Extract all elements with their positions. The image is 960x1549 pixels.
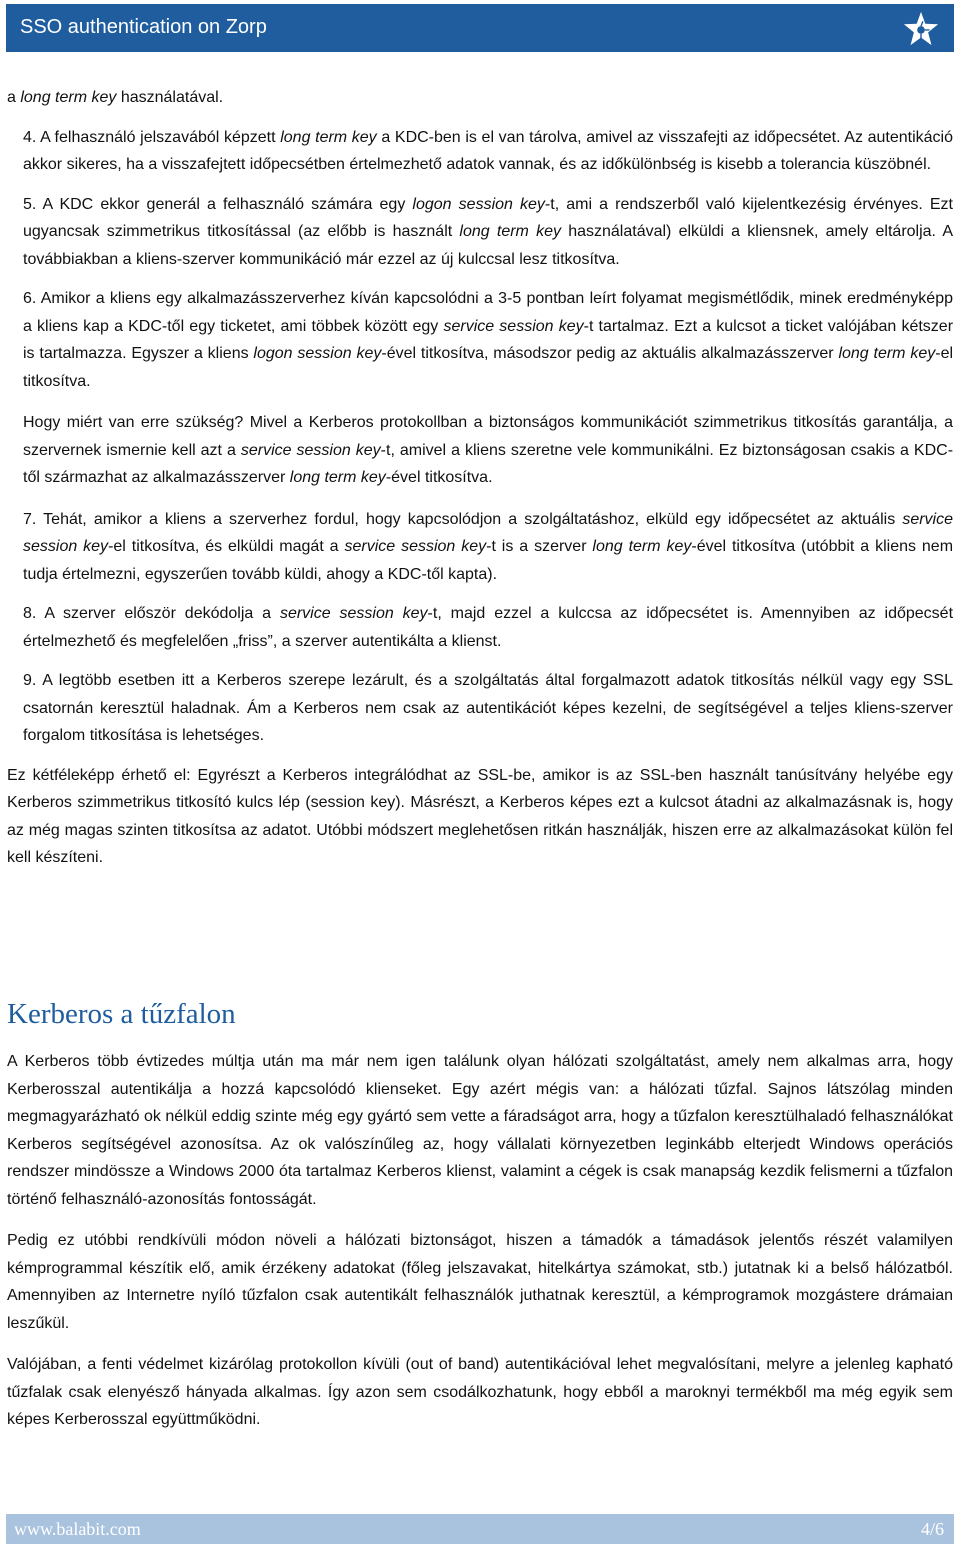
page-footer [6,1514,954,1544]
list-item-5: 5. A KDC ekkor generál a felhasználó számára egy logon session key-t, ami a rendszerből való kijelentkezésig érvényes. Ezt ugyancsak szimmetrikus titkosítással (az előbb is használt long term key használatával) elküldi a kliensnek, amely eltárolja. A továbbiakban a kliens-szerver kommunikáció már ezzel az új kulccsal lesz titkosítva. [23,195,954,268]
italic-term: long term key [459,223,561,240]
list-item-4: 4. A felhasználó jelszavából képzett long term key a KDC-ben is el van tárolva, amivel az visszafejti az időpecsétet. Az autentikáció akkor sikeres, ha a visszafejtett időpecsétben értelmezhető adatok vannak, és az időkülönbség is kisebb a tolerancia küszöbnél. [23,128,954,173]
list-item-6: 6. Amikor a kliens egy alkalmazásszerverhez kíván kapcsolódni a 3-5 pontban leírt folyamat megismétlődik, minek eredményképp a kliens kap a KDC-től egy ticketet, ami többek között egy service session key-t tartalmaz. Ezt a kulcsot a ticket valójában kétszer is tartalmazza. Egyszer a kliens logon session key-ével titkosítva, másodszor pedig az aktuális alkalmazásszerver long term key-el titkosítva. [23,290,954,390]
article-body [7,84,953,872]
italic-term: service session key [279,605,428,622]
italic-term: logon session key [253,345,382,362]
italic-term: long term key [289,469,386,486]
paragraph: Valójában, a fenti védelmet kizárólag protokollon kívüli (out of band) autentikációval lehet megvalósítani, melyre a jelenleg kapható tűzfalak csak elenyésző hányada alkalmas. Így azon sem csodálkozhatunk, hogy ebből a maroknyi termékből ma még egyik sem képes Kerberosszal együttműködni. [7,1356,953,1428]
italic-term: long term key [838,345,936,362]
list-item-9: 9. A legtöbb esetben itt a Kerberos szerepe lezárult, és a szolgáltatás által forgalmazott adatok titkosítás nélkül vagy egy SSL csatornán keresztül haladnak. Ám a Kerberos nem csak az autentikációt képes kezelni, de segítségével a teljes kliens-szerver forgalom titkosítása is lehetséges. [23,672,953,744]
header-title: SSO authentication on Zorp [20,16,267,38]
italic-term: logon session key [412,195,545,213]
paragraph: Hogy miért van erre szükség? Mivel a Kerberos protokollban a biztonságos kommunikációt szimmetrikus titkosítás garantálja, a szervernek ismernie kell azt a service session key-t, amivel a kliens szeretne vele kommunikálni. Ez biztonságosan csakis a KDC-től származhat az alkalmazásszerver long term key-ével titkosítva. [23,414,954,486]
paragraph: A Kerberos több évtizedes múltja után ma már nem igen találunk olyan hálózati szolgáltatást, amely nem alkalmas arra, hogy Kerberosszal autentikálja a hozzá kapcsolódó klienseket. Egy azért mégis van: a hálózati tűzfal. Sajnos látszólag minden megmagyarázható ok nélkül eddig szinte még egy gyártó sem vette a fáradságot arra, hogy a tűzfalon keresztülhaladó felhasználókat Kerberos segítségével azonosítsa. Az ok valószínűleg az, hogy vállalati környezetben leginkább elterjedt Windows operációs rendszer mindössze a Windows 2000 óta tartalmaz Kerberos klienst, valamint a cégek is csak manapság kezdik felismerni a tűzfalon történő felhasználó-azonosítás fontosságát. [7,1053,953,1208]
section-body [7,1048,953,1434]
italic-term: service session key [344,538,487,555]
paragraph: a long term key használatával. [7,89,224,106]
paragraph: Ez kétféleképp érhető el: Egyrészt a Kerberos integrálódhat az SSL-be, amikor is az SSL-ben használt tanúsítvány helyébe egy Kerberos szimmetrikus titkosító kulcs lép (session key). Másrészt, a Kerberos képes ezt a kulcsot átadni az alkalmazásnak is, hogy az még magas szinten titkosítsa az adatot. Utóbbi módszert meglehetősen ritkán használják, hiszen erre az alkalmazásokat külön fel kell készíteni. [7,766,953,866]
footer-website-link[interactable]: www.balabit.com [14,1519,141,1539]
italic-term: service session key [23,510,953,555]
list-item-7: 7. Tehát, amikor a kliens a szerverhez fordul, hogy kapcsolódjon a szolgáltatáshoz, elküld egy időpecsétet az aktuális service session key-el titkosítva, és elküldi magát a service session key-t is a szerver long term key-ével titkosítva (utóbbit a kliens nem tudja értelmezni, egyszerűen tovább küldi, ahogy a KDC-től kapta). [23,510,954,583]
italic-term: long term key [20,89,117,106]
page-header [6,4,954,52]
page-number: 4/6 [920,1519,944,1539]
italic-term: service session key [240,441,381,459]
paragraph: Pedig ez utóbbi rendkívüli módon növeli a hálózati biztonságot, hiszen a támadók a támadások jelentős részét valamilyen kémprogrammal készítik elő, amik érzékeny adatokat (főleg jelszavakat, hitelkártya számokat, stb.) jutatnak ki a belső hálózatból. Amennyiben az Internetre nyíló tűzfalon csak autentikált felhasználók juthatnak keresztül, a kémprogramok mozgástere drámaian leszűkül. [7,1232,953,1332]
section-heading: Kerberos a tűzfalon [7,998,236,1030]
list-item-8: 8. A szerver először dekódolja a service session key-t, majd ezzel a kulccsa az időpecsétet is. Amennyiben az időpecsét értelmezhető és megfelelően „friss”, a szerver autentikálta a klienst. [23,605,954,650]
italic-term: long term key [280,128,377,146]
star-logo-icon [902,10,940,48]
italic-term: service session key [443,317,584,335]
italic-term: long term key [592,538,692,555]
